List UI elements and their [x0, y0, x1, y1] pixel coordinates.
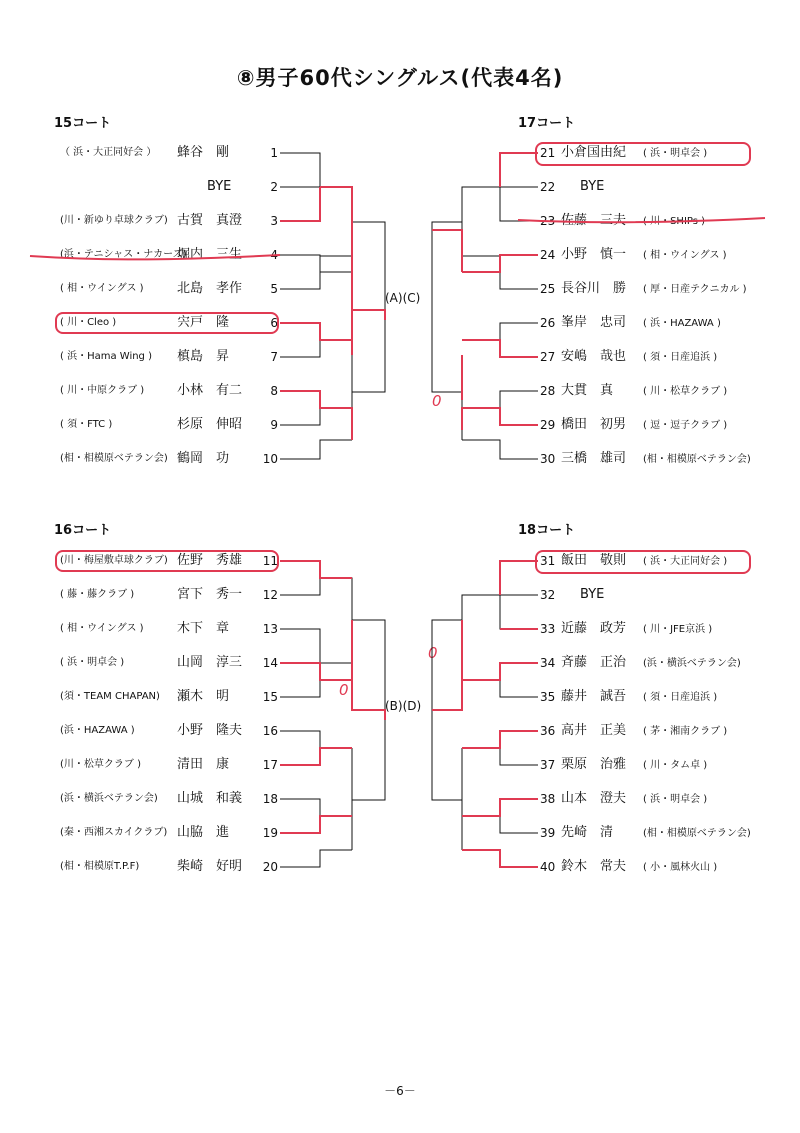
player-club: (秦・西湘スカイクラブ) [60, 827, 168, 838]
page-title: ⑧男子60代シングルス(代表4名) [236, 66, 564, 90]
player-club: ( 浜・Hama Wing ) [60, 351, 152, 362]
page-number: －6－ [384, 1084, 416, 1098]
player-number: 35 [540, 690, 556, 704]
player-club: （ 浜・大正同好会 ） [60, 147, 157, 158]
player-number: 5 [270, 282, 278, 296]
player-name: 斉藤 正治 [561, 655, 627, 670]
winner-box [536, 143, 750, 165]
player-club: ( 浜・明卓会 ) [60, 657, 125, 668]
player-name: 鈴木 常夫 [561, 859, 627, 874]
player-club: (川・梅屋敷卓球クラブ) [60, 555, 168, 566]
player-number: 9 [270, 418, 278, 432]
player-number: 14 [262, 656, 278, 670]
player-number: 40 [540, 860, 556, 874]
player-number: 2 [270, 180, 278, 194]
player-club: ( 川・タム卓 ) [643, 760, 708, 771]
player-name: 大貫 真 [561, 383, 614, 398]
player-name: 山岡 淳三 [177, 655, 243, 670]
player-name: BYE [580, 587, 605, 602]
player-name: 峯岸 忠司 [561, 315, 627, 330]
player-number: 21 [540, 146, 556, 160]
player-number: 34 [540, 656, 556, 670]
player-number: 39 [540, 826, 556, 840]
player-number: 28 [540, 384, 556, 398]
player-club: (相・相模原ベテラン会) [643, 454, 751, 465]
player-name: 蜂谷 剛 [177, 145, 230, 160]
player-name: 安嶋 哉也 [561, 349, 627, 364]
player-club: (須・TEAM CHAPAN) [60, 691, 160, 702]
player-name: 佐藤 三夫 [561, 213, 627, 228]
player-name: 槙島 昇 [177, 349, 230, 364]
player-number: 25 [540, 282, 556, 296]
player-club: (浜・横浜ベテラン会) [643, 658, 741, 669]
player-name: 古賀 真澄 [177, 213, 243, 228]
player-name: 山本 澄夫 [561, 791, 627, 806]
player-name: 小野 慎一 [561, 247, 627, 262]
player-number: 12 [262, 588, 278, 602]
player-club: ( 浜・明卓会 ) [643, 148, 708, 159]
player-number: 3 [270, 214, 278, 228]
player-number: 19 [262, 826, 278, 840]
player-number: 16 [262, 724, 278, 738]
handwritten-zero: 0 [432, 392, 442, 410]
player-club: (川・松草クラブ ) [60, 759, 141, 770]
player-club: ( 川・中原クラブ ) [60, 385, 145, 396]
player-name: 長谷川 勝 [561, 281, 627, 296]
player-club: (浜・横浜ベテラン会) [60, 793, 158, 804]
player-name: BYE [207, 179, 232, 194]
player-number: 30 [540, 452, 556, 466]
player-number: 23 [540, 214, 556, 228]
player-club: ( 藤・藤クラブ ) [60, 589, 135, 600]
player-number: 38 [540, 792, 556, 806]
player-club: ( 浜・HAZAWA ) [643, 318, 721, 329]
player-name: 小野 隆夫 [177, 723, 243, 738]
winner-box [56, 551, 278, 571]
player-club: (川・新ゆり卓球クラブ) [60, 215, 168, 226]
player-name: 小林 有二 [177, 383, 243, 398]
player-name: BYE [580, 179, 605, 194]
player-name: 木下 章 [177, 621, 230, 636]
court-heading-15: 15コート [54, 116, 112, 131]
player-name: 先崎 清 [561, 825, 614, 840]
strike-line [518, 218, 765, 222]
strike-line [30, 255, 280, 259]
player-number: 33 [540, 622, 556, 636]
player-club: ( 小・風林火山 ) [643, 862, 718, 873]
player-number: 18 [262, 792, 278, 806]
player-club: ( 相・ウイングス ) [60, 623, 144, 634]
player-club: ( 須・日産追浜 ) [643, 352, 718, 363]
player-number: 36 [540, 724, 556, 738]
player-name: 北島 孝作 [177, 281, 243, 296]
player-name: 藤井 誠吾 [561, 689, 627, 704]
player-name: 佐野 秀雄 [177, 553, 243, 568]
player-name: 山脇 進 [177, 825, 230, 840]
player-number: 32 [540, 588, 556, 602]
player-number: 17 [262, 758, 278, 772]
player-number: 8 [270, 384, 278, 398]
player-number: 24 [540, 248, 556, 262]
player-name: 宍戸 隆 [177, 315, 230, 330]
court-heading-16: 16コート [54, 523, 112, 538]
player-number: 11 [262, 554, 278, 568]
player-name: 瀬木 明 [177, 689, 230, 704]
player-club: ( 茅・湘南クラブ ) [643, 726, 728, 737]
handwritten-zero: 0 [339, 681, 349, 699]
section-marker-ac: (A)(C) [385, 291, 421, 305]
player-number: 26 [540, 316, 556, 330]
player-club: (浜・テニシャス・ナカーズ) [60, 249, 187, 260]
player-name: 清田 康 [177, 757, 230, 772]
player-name: 鶴岡 功 [177, 451, 230, 466]
player-name: 山城 和義 [177, 791, 243, 806]
player-club: ( 浜・大正同好会 ) [643, 556, 728, 567]
player-club: ( 須・FTC ) [60, 419, 113, 430]
player-number: 22 [540, 180, 556, 194]
court-heading-17: 17コート [518, 116, 576, 131]
player-club: ( 須・日産追浜 ) [643, 692, 718, 703]
player-name: 小倉国由紀 [561, 145, 627, 160]
player-name: 杉原 伸昭 [177, 417, 243, 432]
player-number: 15 [262, 690, 278, 704]
player-club: ( 川・Cleo ) [60, 317, 117, 328]
winner-box [536, 551, 750, 573]
player-club: ( 川・松草クラブ ) [643, 386, 728, 397]
handwritten-annotations [30, 143, 765, 867]
player-club: ( 厚・日産テクニカル ) [643, 284, 747, 295]
player-club: (相・相模原T.P.F) [60, 861, 140, 872]
handwritten-zero: 0 [428, 644, 438, 662]
player-number: 37 [540, 758, 556, 772]
player-number: 27 [540, 350, 556, 364]
player-club: ( 浜・明卓会 ) [643, 794, 708, 805]
player-club: ( 逗・逗子クラブ ) [643, 420, 728, 431]
winner-box [56, 313, 278, 333]
player-name: 橋田 初男 [561, 417, 627, 432]
player-number: 4 [270, 248, 278, 262]
player-number: 6 [270, 316, 278, 330]
player-name: 柴崎 好明 [177, 859, 243, 874]
player-name: 堀内 三生 [177, 247, 243, 262]
player-name: 飯田 敬則 [561, 553, 627, 568]
player-number: 20 [262, 860, 278, 874]
player-club: ( 相・ウイングス ) [643, 250, 727, 261]
player-name: 栗原 治雅 [561, 757, 627, 772]
player-club: (浜・HAZAWA ) [60, 725, 135, 736]
player-number: 13 [262, 622, 278, 636]
player-number: 31 [540, 554, 556, 568]
player-number: 10 [262, 452, 278, 466]
court-heading-18: 18コート [518, 523, 576, 538]
player-number: 7 [270, 350, 278, 364]
player-club: (相・相模原ベテラン会) [643, 828, 751, 839]
player-number: 29 [540, 418, 556, 432]
player-number: 1 [270, 146, 278, 160]
player-club: (相・相模原ベテラン会) [60, 453, 168, 464]
player-club: ( 川・SHIPs ) [643, 216, 706, 227]
player-name: 宮下 秀一 [177, 587, 243, 602]
section-marker-bd: (B)(D) [385, 699, 422, 713]
player-club: ( 相・ウイングス ) [60, 283, 144, 294]
player-name: 高井 正美 [561, 723, 627, 738]
player-club: ( 川・JFE京浜 ) [643, 624, 713, 635]
player-name: 三橋 雄司 [561, 451, 627, 466]
player-name: 近藤 政芳 [561, 621, 627, 636]
